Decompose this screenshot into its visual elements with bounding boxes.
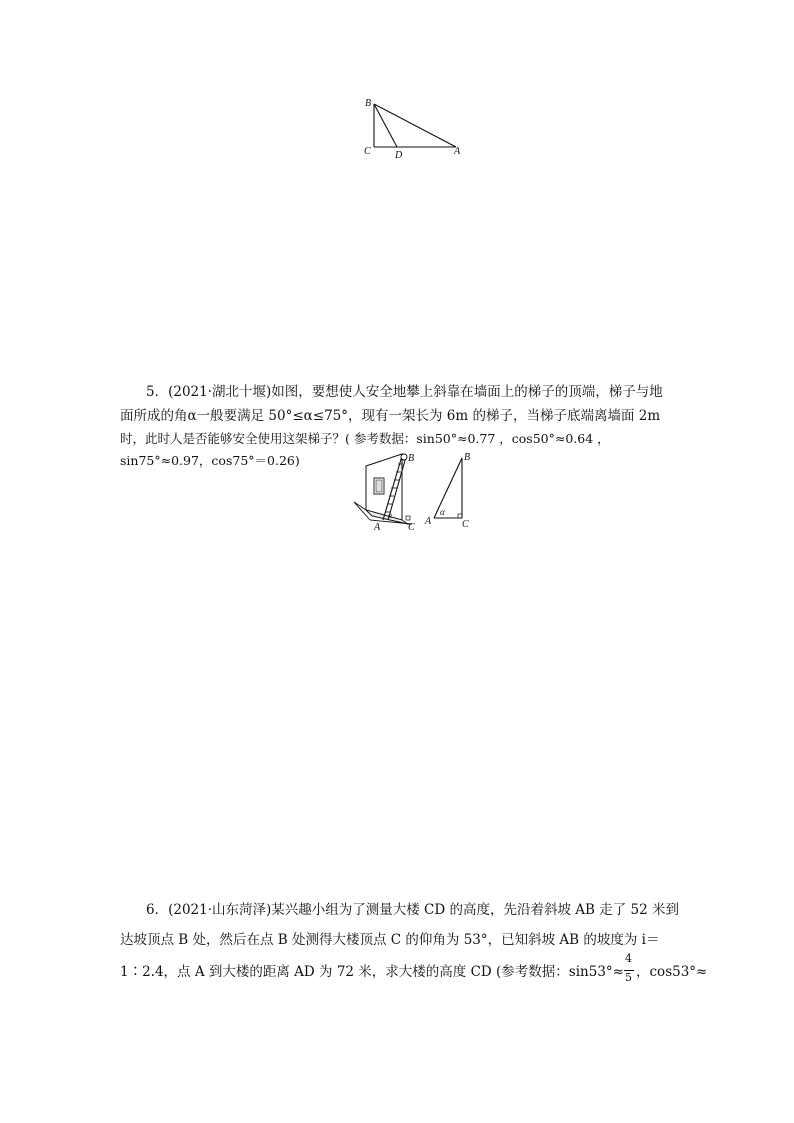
label-b: B — [365, 98, 372, 109]
problem-5-line-4: sin75°≈0.97，cos75°＝0.26) — [120, 453, 300, 468]
problem-6-line-3-text: 1∶2.4，点 A 到大楼的距离 AD 为 72 米，求大楼的高度 CD (参考数据：sin53°≈ — [120, 964, 624, 980]
ladder-label-b: B — [408, 453, 415, 464]
problem-5-line-3: 时，此时人是否能够安全使用这架梯子？( 参考数据：sin50°≈0.77 ，cos50°≈0.64 ， — [120, 431, 610, 446]
ladder-label-a: A — [374, 522, 381, 533]
triangle-label-a: A — [425, 516, 432, 527]
label-c: C — [364, 146, 371, 157]
problem-6-line-3-tail: ，cos53°≈ — [636, 964, 708, 980]
segment-ba — [374, 104, 456, 147]
problem-6-line-1: 6．(2021·山东菏泽)某兴趣小组为了测量大楼 CD 的高度，先沿着斜坡 AB 走了 52 米到 — [146, 902, 680, 918]
fraction-4-5 — [624, 951, 636, 984]
triangle-label-b: B — [464, 452, 471, 463]
figure-triangle-bcda — [360, 94, 470, 160]
problem-5-line-2: 面所成的角α一般要满足 50°≤α≤75°，现有一架长为 6m 的梯子，当梯子底端离墙面 2m — [120, 408, 661, 424]
problem-6-line-3 — [120, 951, 708, 984]
ladder-label-c: C — [408, 522, 415, 533]
problem-5-line-1: 5．(2021·湖北十堰)如图，要想使人安全地攀上斜靠在墙面上的梯子的顶端，梯子与地 — [146, 384, 663, 400]
label-d: D — [395, 150, 403, 160]
figure-right-triangle — [420, 450, 480, 530]
triangle-label-c: C — [462, 519, 469, 530]
problem-6-line-2: 达坡顶点 B 处，然后在点 B 处测得大楼顶点 C 的仰角为 53°，已知斜坡 AB 的坡度为 i＝ — [120, 932, 660, 948]
fraction-denominator: 5 — [625, 970, 632, 984]
fraction-numerator: 4 — [625, 951, 632, 965]
triangle-label-alpha: α — [440, 507, 445, 517]
ladder-label-alpha: α — [388, 511, 393, 520]
figure-ladder-scene — [350, 450, 420, 536]
label-a: A — [454, 146, 461, 157]
